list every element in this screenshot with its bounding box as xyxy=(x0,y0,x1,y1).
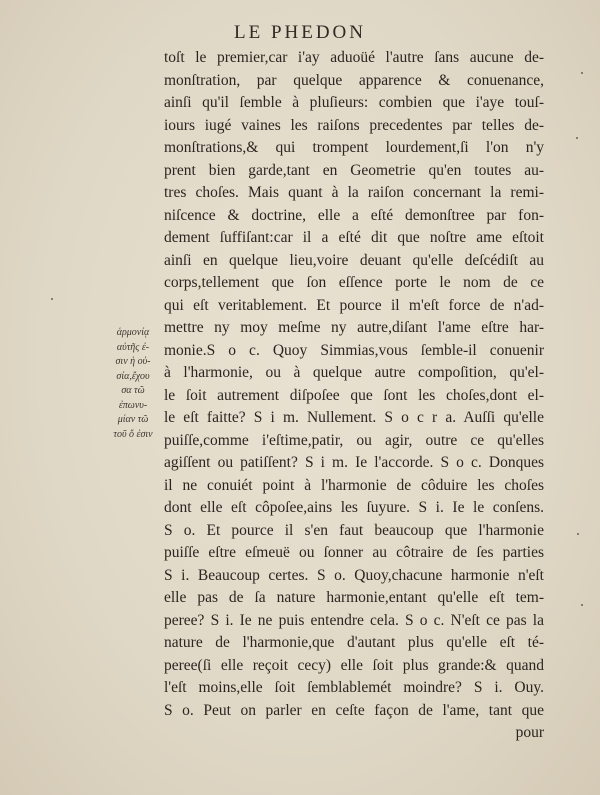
body-text xyxy=(164,47,544,745)
margin-note-line: τοῦ ὅ ἐσιν xyxy=(113,428,153,440)
text-line: il ne conuiét point à l'harmonie de côduire les choſes xyxy=(164,476,544,494)
text-line: S o. Et pource il s'en faut beaucoup que l'harmonie xyxy=(164,521,544,539)
text-line: à l'harmonie, ou à quelque autre compoſition, qu'el- xyxy=(164,364,544,381)
text-line: peree(ſi elle reçoit cecy) elle ſoit plus grande:& quand xyxy=(164,656,544,674)
text-line: corps,tellement que ſon eſſence porte le nom de ce xyxy=(164,274,544,291)
running-head: LE PHEDON xyxy=(233,22,367,43)
text-line: monie.S o c. Quoy Simmias,vous ſemble-il conuenir xyxy=(164,341,544,359)
text-line: dement ſuffiſant:car il a eſté dit que noſtre ame eſtoit xyxy=(164,229,544,246)
text-line: dont elle eſt côpoſee,ains les ſuyure. S i. Ie le conſens. xyxy=(164,499,544,516)
text-line: iours iugé vaines les raiſons precedentes par telles de- xyxy=(164,116,544,134)
text-line: agiſſent ou patiſſent? S i m. Ie l'accorde. S o c. Donques xyxy=(164,454,544,471)
text-line: toſt le premier,car i'ay aduoüé l'autre ſans aucune de- xyxy=(164,49,544,66)
margin-tick xyxy=(581,72,583,74)
margin-note-line: σα τῶ xyxy=(121,385,145,396)
margin-note-line: αὐτῆς ἐ- xyxy=(116,341,150,353)
text-line: tres choſes. Mais quant à la raiſon concernant la remi- xyxy=(164,184,544,201)
margin-tick xyxy=(51,298,53,300)
text-line: monſtration, par quelque apparence & conuenance, xyxy=(164,71,544,89)
text-line: le eſt faitte? S i m. Nullement. S o c r a. Auſſi qu'elle xyxy=(164,409,544,426)
text-line: l'eſt moins,elle ſoit ſemblablemét moindre? S i. Ouy. xyxy=(164,679,544,696)
margin-note-line: ἁρμονίᾳ xyxy=(116,327,150,338)
margin-tick xyxy=(576,137,578,139)
text-line: ainſi qu'il ſemble à pluſieurs: combien que i'aye touſ- xyxy=(164,94,544,111)
text-line: S o. Peut on parler en ceſte façon de l'ame, tant que xyxy=(164,701,544,719)
text-line: elle pas de ſa nature harmonie,entant qu'elle eſt tem- xyxy=(164,589,544,606)
margin-note-line: ἐπωνυ- xyxy=(118,399,148,411)
catchword: pour xyxy=(515,724,544,741)
text-line: puiſſe,comme i'eſtime,patir, ou agir, outre ce qu'elles xyxy=(164,431,544,449)
margin-note-line: σία,ἔχου xyxy=(116,370,150,382)
margin-note-line: μίαν τῶ xyxy=(117,414,149,425)
text-line: S i. Beaucoup certes. S o. Quoy,chacune harmonie n'eſt xyxy=(164,566,544,584)
text-line: ainſi en quelque lieu,voire deuant qu'elle deſcédiſt au xyxy=(164,251,544,269)
text-line: mettre ny moy meſme ny autre,diſant l'ame eſtre har- xyxy=(164,319,544,336)
text-line: monſtrations,& qui trompent lourdement,ſi l'on n'y xyxy=(164,139,544,156)
text-line: peree? S i. Ie ne puis entendre cela. S o c. N'eſt ce pas la xyxy=(164,611,544,629)
text-line: nature de l'harmonie,que d'autant plus qu'elle eſt té- xyxy=(164,634,544,651)
text-line: qui eſt veritablement. Et pource il m'eſt force de n'ad- xyxy=(164,296,544,314)
margin-note-line: σιν ἡ οὐ- xyxy=(115,356,151,367)
margin-tick xyxy=(577,533,579,535)
text-line: niſcence & doctrine, elle a eſté demonſtree par fon- xyxy=(164,206,544,224)
text-line: le ſoit autrement diſpoſee que ſont les choſes,dont el- xyxy=(164,386,544,404)
greek-margin-note xyxy=(104,326,162,442)
text-line: puiſſe eſtre eſmeuë ou ſonner au côtraire de ſes parties xyxy=(164,544,544,561)
text-line: prent bien garde,tant en Geometrie qu'en toutes au- xyxy=(164,161,544,179)
margin-tick xyxy=(581,604,583,606)
